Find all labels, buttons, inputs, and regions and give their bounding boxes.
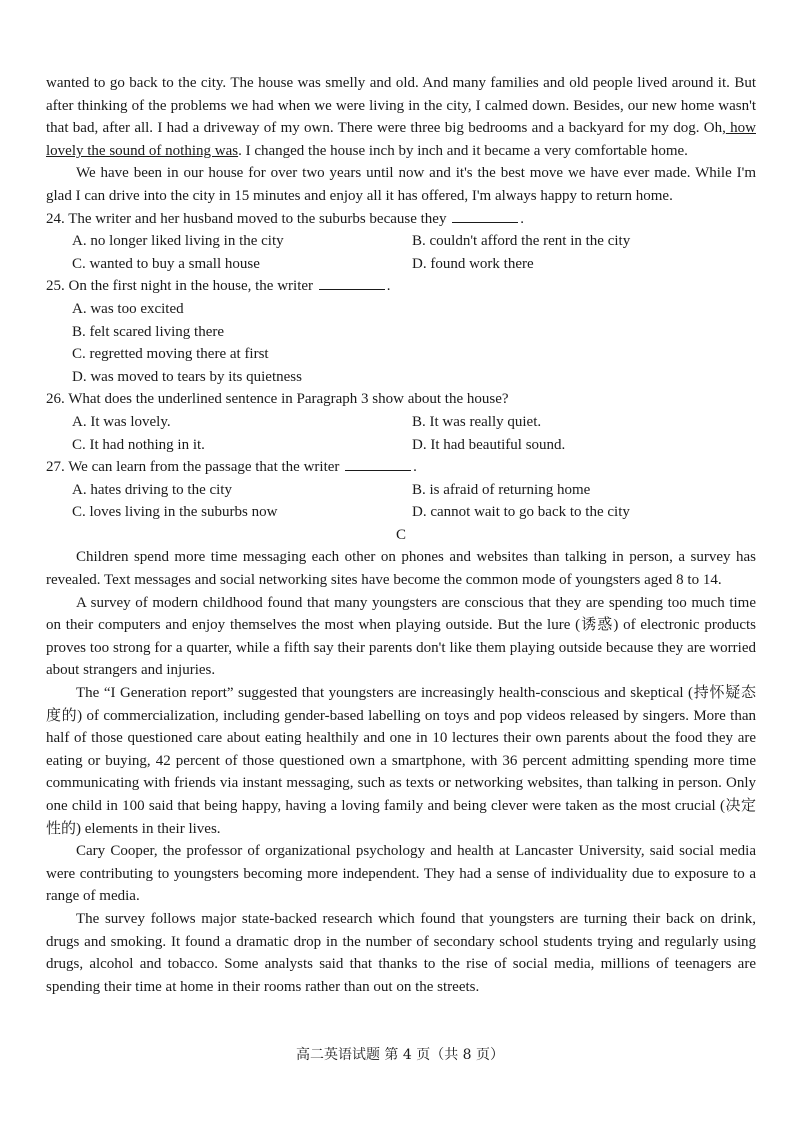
option-a: A. It was lovely. xyxy=(72,413,171,430)
passage-c-paragraph-2: A survey of modern childhood found that many youngsters are conscious that they are spending too much time on their computers and enjoy themselves the most when playing outside. But the lure (诱惑) of electronic products proves too strong for a quarter, while a fifth say their parents don't like them playing outside because they are worried about strangers and injuries. xyxy=(46,594,756,679)
option-a: A. was too excited xyxy=(72,300,184,317)
section-label: C xyxy=(395,526,406,543)
passage-b-paragraph-3: wanted to go back to the city. The house was smelly and old. And many families and old people lived around it. But after thinking of the problems we had when we were living in the city, I calmed down. Besides, our new home wasn't that bad, after all. I had a driveway of my own. There were three big bedrooms and a backyard for my dog. Oh, how lovely the sound of nothing was. I changed the house inch by inch and it became a very comfortable home. xyxy=(46,75,756,159)
answer-blank xyxy=(319,275,385,290)
option-d: D. It had beautiful sound. xyxy=(412,436,566,453)
question-26: 26. What does the underlined sentence in Paragraph 3 show about the house? xyxy=(46,391,509,408)
option-a: A. no longer liked living in the city xyxy=(72,233,284,250)
passage-b-paragraph-4: We have been in our house for over two years until now and it's the best move we have ever made. While I'm glad I can drive into the city in 15 minutes and enjoy all it has offered, I'm always happy to return home. xyxy=(46,165,756,204)
passage-c-paragraph-3: The “I Generation report” suggested that youngsters are increasingly health-conscious and skeptical (持怀疑态度的) of commercialization, including gender-based labelling on toys and pop videos released by singers. More than half of those questioned care about eating healthily and one in 10 lectures their own parents about the food they are eating or buying, 42 percent of those questioned own a smartphone, with 36 percent admitting spending more time communicating with friends via instant messaging, such as texts or networking websites, than talking in person. Only one child in 100 said that being happy, having a loving family and being clever were taken as the most crucial (决定性的) elements in their lives. xyxy=(46,685,756,837)
option-c: C. wanted to buy a small house xyxy=(72,255,260,272)
option-d: D. found work there xyxy=(412,255,534,272)
option-b: B. couldn't afford the rent in the city xyxy=(412,233,631,250)
option-b: B. It was really quiet. xyxy=(412,413,542,430)
exam-page xyxy=(46,72,756,998)
underlined-sentence: how lovely the sound of nothing was xyxy=(46,120,756,159)
option-c: C. regretted moving there at first xyxy=(72,346,269,363)
question-27: 27. We can learn from the passage that the writer . xyxy=(46,456,756,479)
question-25-options xyxy=(46,298,756,388)
question-24-options xyxy=(46,230,756,275)
option-c: C. It had nothing in it. xyxy=(72,436,205,453)
option-c: C. loves living in the suburbs now xyxy=(72,504,278,521)
answer-blank xyxy=(345,456,411,471)
option-d: D. cannot wait to go back to the city xyxy=(412,504,630,521)
passage-c-paragraph-5: The survey follows major state-backed research which found that youngsters are turning their back on drink, drugs and smoking. It found a dramatic drop in the number of secondary school students trying and regularly using drugs, alcohol and tobacco. Some analysts said that thanks to the rise of social media, millions of teenagers are spending their time at home in their rooms rather than out on the streets. xyxy=(46,910,756,995)
answer-blank xyxy=(452,208,518,223)
page-footer: 高二英语试题 第 4 页（共 8 页） xyxy=(295,1047,505,1063)
question-27-options xyxy=(46,479,756,524)
option-a: A. hates driving to the city xyxy=(72,481,232,498)
option-b: B. is afraid of returning home xyxy=(412,481,591,498)
question-24: 24. The writer and her husband moved to the suburbs because they . xyxy=(46,208,756,231)
option-b: B. felt scared living there xyxy=(72,323,225,340)
passage-c-paragraph-4: Cary Cooper, the professor of organizational psychology and health at Lancaster University, said social media were contributing to youngsters becoming more independent. They had a sense of individuality due to exposure to a range of media. xyxy=(46,843,756,905)
question-26-options xyxy=(46,411,756,456)
option-d: D. was moved to tears by its quietness xyxy=(72,368,302,385)
question-25: 25. On the first night in the house, the writer . xyxy=(46,275,756,298)
passage-c-paragraph-1: Children spend more time messaging each other on phones and websites than talking in person, a survey has revealed. Text messages and social networking sites have become the common mode of youngsters aged 8 to 14. xyxy=(46,549,756,589)
